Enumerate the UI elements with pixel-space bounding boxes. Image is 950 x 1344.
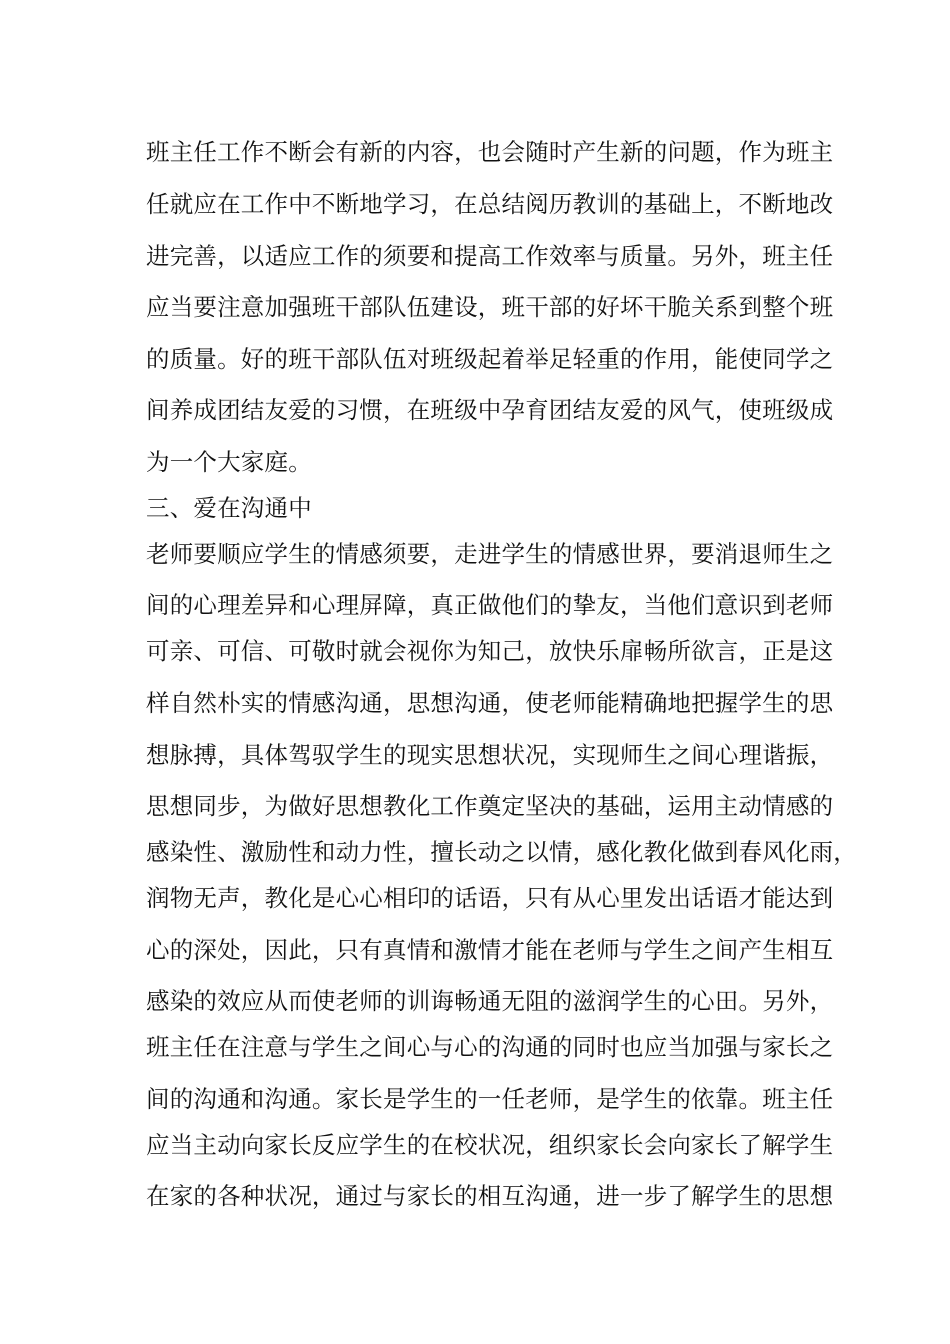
text-line: 间的心理差异和心理屏障，真正做他们的挚友，当他们意识到老师 [146, 591, 834, 619]
text-line: 思想同步，为做好思想教化工作奠定坚决的基础，运用主动情感的 [146, 792, 834, 820]
section-heading: 三、爱在沟通中 [146, 494, 312, 522]
text-line: 样自然朴实的情感沟通，思想沟通，使老师能精确地把握学生的思 [146, 689, 834, 717]
text-line: 应当要注意加强班干部队伍建设，班干部的好坏干脆关系到整个班 [146, 293, 834, 321]
text-line: 感染的效应从而使老师的训诲畅通无阻的滋润学生的心田。另外， [146, 987, 834, 1015]
text-line: 进完善，以适应工作的须要和提高工作效率与质量。另外，班主任 [146, 242, 834, 270]
text-line: 的质量。好的班干部队伍对班级起着举足轻重的作用，能使同学之 [146, 345, 834, 373]
text-line: 间的沟通和沟通。家长是学生的一任老师，是学生的依靠。班主任 [146, 1085, 834, 1113]
text-line: 为一个大家庭。 [146, 448, 312, 476]
text-line: 感染性、激励性和动力性，擅长动之以情，感化教化做到春风化雨， [146, 838, 857, 866]
text-line: 在家的各种状况，通过与家长的相互沟通，进一步了解学生的思想 [146, 1182, 834, 1210]
text-line: 班主任在注意与学生之间心与心的沟通的同时也应当加强与家长之 [146, 1033, 834, 1061]
text-line: 应当主动向家长反应学生的在校状况，组织家长会向家长了解学生 [146, 1131, 834, 1159]
text-line: 想脉搏，具体驾驭学生的现实思想状况，实现师生之间心理谐振， [146, 741, 834, 769]
text-line: 可亲、可信、可敬时就会视你为知己，放快乐扉畅所欲言，正是这 [146, 637, 834, 665]
text-line: 心的深处，因此，只有真情和激情才能在老师与学生之间产生相互 [146, 936, 834, 964]
text-line: 任就应在工作中不断地学习，在总结阅历教训的基础上，不断地改 [146, 190, 834, 218]
text-line: 间养成团结友爱的习惯，在班级中孕育团结友爱的风气，使班级成 [146, 396, 834, 424]
text-line: 班主任工作不断会有新的内容，也会随时产生新的问题，作为班主 [146, 138, 834, 166]
text-line: 老师要顺应学生的情感须要，走进学生的情感世界，要消退师生之 [146, 540, 834, 568]
text-line: 润物无声，教化是心心相印的话语，只有从心里发出话语才能达到 [146, 884, 834, 912]
